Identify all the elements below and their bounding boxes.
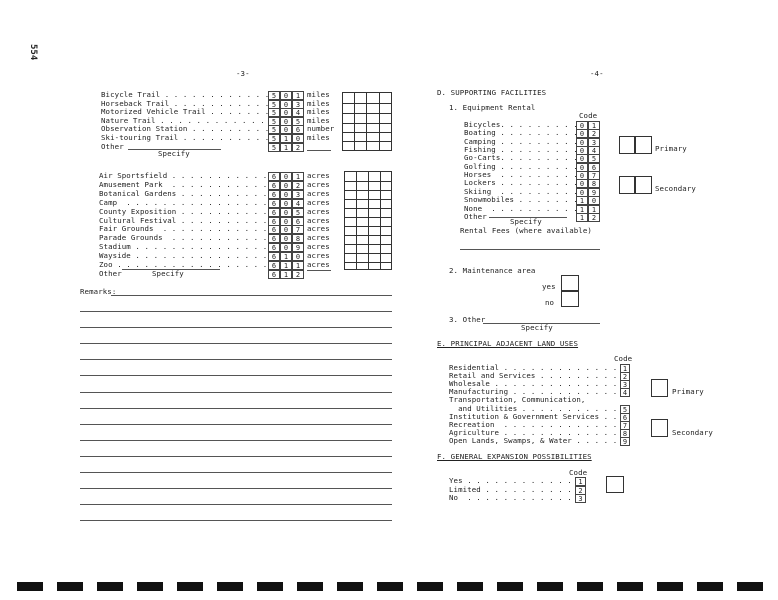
maintenance-no-label: no (545, 298, 555, 307)
facility-unit: acres (307, 233, 330, 243)
section-e-heading: E. PRINCIPAL ADJACENT LAND USES (437, 339, 579, 348)
facility-code-digit: 0 (292, 252, 304, 261)
trail-label: Nature Trail . . . . . . . . . . . . (101, 115, 265, 125)
maintenance-yes-label: yes (542, 282, 556, 291)
facility-code-digit: 7 (292, 225, 304, 234)
equipment-code-digit: 0 (588, 196, 600, 205)
facility-code-digit: 6 (268, 252, 280, 261)
trail-code-digit: 4 (292, 108, 304, 117)
section-f-heading: F. GENERAL EXPANSION POSSIBILITIES (437, 452, 592, 461)
remarks-line[interactable] (80, 504, 392, 505)
registration-bar (417, 582, 443, 591)
equipment-code-digit: 0 (576, 129, 588, 138)
land-use-code: 1 (620, 364, 630, 373)
trail-unit: miles (307, 107, 330, 117)
remarks-line[interactable] (80, 375, 392, 376)
trail-unit: number (307, 124, 335, 134)
equipment-label: Horses . . . . . . . . . (464, 170, 578, 180)
facility-code-digit: 0 (280, 181, 292, 190)
remarks-line[interactable] (80, 472, 392, 473)
equipment-code-digit: 8 (588, 179, 600, 188)
facility-code-digit: 1 (280, 261, 292, 270)
registration-bar (377, 582, 403, 591)
land-primary-box[interactable] (651, 379, 668, 397)
trail-code-digit: 0 (292, 134, 304, 143)
facility-unit: acres (307, 251, 330, 261)
land-primary-label: Primary (672, 387, 704, 396)
equipment-code-header: Code (579, 111, 598, 120)
registration-bar (17, 582, 43, 591)
facility-unit: acres (307, 197, 330, 207)
equipment-label: Other (464, 211, 487, 221)
facility-code-digit: 6 (268, 181, 280, 190)
expansion-answer-box[interactable] (606, 476, 624, 493)
trail-unit: miles (307, 133, 330, 142)
remarks-line[interactable] (80, 327, 392, 328)
trails-other-line[interactable] (128, 149, 221, 150)
facility-code-digit: 1 (292, 172, 304, 181)
remarks-line[interactable] (80, 311, 392, 312)
facility-code-digit: 0 (280, 208, 292, 217)
registration-bar (137, 582, 163, 591)
trails-entry-grid[interactable] (342, 92, 392, 151)
registration-bar (57, 582, 83, 591)
remarks-line[interactable] (80, 520, 392, 521)
remarks-line[interactable] (80, 408, 392, 409)
trail-code-digit: 6 (292, 125, 304, 134)
equipment-code-digit: 1 (576, 213, 588, 222)
registration-bar (497, 582, 523, 591)
equipment-label: None . . . . . . . . . . (464, 203, 578, 213)
equipment-code-digit: 2 (588, 213, 600, 222)
facility-code-digit: 6 (268, 217, 280, 226)
expansion-code: 2 (575, 486, 586, 495)
equipment-label: Go-Carts. . . . . . . . . (464, 153, 578, 163)
land-code-header: Code (614, 354, 633, 363)
land-use-code: 4 (620, 388, 630, 397)
facilities-entry-grid[interactable] (344, 171, 392, 270)
land-use-label: and Utilities . . . . . . . . . . . (449, 403, 618, 413)
expansion-label: Limited . . . . . . . . . . (449, 484, 572, 494)
facility-code-digit: 6 (268, 199, 280, 208)
facilities-other-unit-line (307, 270, 331, 271)
equipment-code-digit: 6 (588, 163, 600, 172)
facility-label: Wayside . . . . . . . . . . . . . . . (99, 251, 268, 261)
remarks-label: Remarks: (80, 287, 117, 296)
trail-label: Other (101, 141, 124, 151)
facility-label: Air Sportsfield . . . . . . . . . . . (99, 171, 268, 180)
facility-code-digit: 6 (292, 217, 304, 226)
facility-label: Stadium . . . . . . . . . . . . . . . (99, 242, 268, 252)
facilities-specify-label: Specify (152, 269, 184, 278)
maintenance-no-box[interactable] (561, 291, 579, 307)
equipment-code-digit: 0 (576, 163, 588, 172)
trail-code-digit: 5 (292, 117, 304, 126)
facility-code-digit: 0 (280, 217, 292, 226)
facility-unit: acres (307, 215, 330, 225)
facility-label: Parade Grounds . . . . . . . . . . . (99, 233, 268, 243)
trail-label: Ski-touring Trail . . . . . . . . . . (101, 133, 270, 142)
primary-box-1[interactable] (619, 136, 635, 154)
rental-fees-label: Rental Fees (where available) (460, 226, 592, 235)
rental-fees-line[interactable] (460, 249, 600, 250)
trail-code-digit: 1 (280, 143, 292, 152)
land-use-code: 5 (620, 405, 630, 414)
land-use-code: 7 (620, 421, 630, 430)
equipment-label: Camping . . . . . . . . . (464, 136, 578, 146)
registration-bar (577, 582, 603, 591)
facility-label: County Exposition . . . . . . . . . . (99, 206, 268, 216)
registration-bar (177, 582, 203, 591)
facility-unit: acres (307, 179, 330, 189)
trail-code-digit: 0 (280, 117, 292, 126)
trail-code-digit: 5 (268, 100, 280, 109)
equipment-label: Lockers . . . . . . . . . (464, 178, 578, 188)
facility-unit: acres (307, 224, 330, 234)
expansion-label: No . . . . . . . . . . . . (449, 493, 572, 503)
land-use-label: Open Lands, Swamps, & Water . . . . . (449, 435, 618, 445)
facility-label: Camp . . . . . . . . . . . . . . . . (99, 197, 268, 207)
facility-label: Fair Grounds . . . . . . . . . . . . (99, 224, 268, 234)
facility-code-digit: 1 (280, 252, 292, 261)
registration-bar (257, 582, 283, 591)
facility-code-digit: 6 (268, 261, 280, 270)
facility-label: Botanical Gardens . . . . . . . . . . (99, 188, 268, 198)
registration-bar (457, 582, 483, 591)
trail-code-digit: 5 (268, 91, 280, 100)
trail-code-digit: 5 (268, 143, 280, 152)
remarks-line[interactable] (80, 424, 392, 425)
facility-code-digit: 0 (280, 199, 292, 208)
registration-bar (657, 582, 683, 591)
facility-unit: acres (307, 171, 330, 180)
land-use-code: 8 (620, 429, 630, 438)
land-use-code: 3 (620, 380, 630, 389)
maintenance-yes-box[interactable] (561, 275, 579, 291)
land-use-label: Manufacturing . . . . . . . . . . . . (449, 387, 618, 397)
equipment-code-digit: 1 (588, 205, 600, 214)
land-use-code: 6 (620, 413, 630, 422)
facility-code-digit: 0 (280, 172, 292, 181)
primary-label: Primary (655, 144, 687, 153)
equipment-label: Golfing . . . . . . . . . (464, 161, 578, 171)
equipment-rental-heading: 1. Equipment Rental (449, 103, 536, 112)
land-use-label: Transportation, Communication, (449, 395, 586, 405)
facility-code-digit: 6 (268, 243, 280, 252)
expansion-code-header: Code (569, 468, 588, 477)
facility-label: Cultural Festival . . . . . . . . . . (99, 215, 268, 225)
registration-bar (97, 582, 123, 591)
equipment-label: Bicycles. . . . . . . . . (464, 120, 578, 129)
facility-code-digit: 4 (292, 199, 304, 208)
registration-bar (697, 582, 723, 591)
other-specify-label: Specify (521, 323, 553, 332)
registration-bar (217, 582, 243, 591)
trail-code-digit: 0 (280, 125, 292, 134)
trail-code-digit: 3 (292, 100, 304, 109)
facility-unit: acres (307, 260, 330, 269)
land-use-label: Retail and Services . . . . . . . . . (449, 371, 618, 381)
equipment-label: Snowmobiles . . . . . . . (464, 195, 578, 205)
registration-bar (537, 582, 563, 591)
trail-label: Motorized Vehicle Trail . . . . . . . (101, 107, 270, 117)
registration-bar (617, 582, 643, 591)
trail-code-digit: 0 (280, 100, 292, 109)
trail-code-digit: 0 (280, 91, 292, 100)
land-use-code: 2 (620, 372, 630, 381)
equipment-code-digit: 3 (588, 138, 600, 147)
facility-code-digit: 6 (268, 190, 280, 199)
secondary-box-1[interactable] (619, 176, 635, 194)
land-secondary-label: Secondary (672, 428, 713, 437)
equipment-code-digit: 1 (576, 196, 588, 205)
primary-box-2[interactable] (635, 136, 652, 154)
trails-other-unit-line (307, 150, 331, 151)
land-secondary-box[interactable] (651, 419, 668, 437)
left-page-number: -3- (236, 69, 250, 78)
facility-code-digit: 5 (292, 208, 304, 217)
facility-code-digit: 6 (268, 270, 280, 279)
facility-code-digit: 6 (268, 225, 280, 234)
trail-label: Bicycle Trail . . . . . . . . . . . . (101, 90, 270, 99)
equipment-code-digit: 1 (588, 121, 600, 130)
equipment-code-digit: 0 (576, 146, 588, 155)
equipment-code-digit: 0 (576, 138, 588, 147)
facility-unit: acres (307, 188, 330, 198)
trail-code-digit: 5 (268, 108, 280, 117)
trail-unit: miles (307, 98, 330, 108)
land-use-label: Institution & Government Services . . (449, 411, 618, 421)
facilities-other-line[interactable] (122, 269, 220, 270)
trail-label: Horseback Trail . . . . . . . . . . . (101, 98, 270, 108)
remarks-line[interactable] (80, 440, 392, 441)
expansion-code: 3 (575, 494, 586, 503)
land-use-code: 9 (620, 437, 630, 446)
facility-code-digit: 0 (280, 234, 292, 243)
facility-code-digit: 2 (292, 181, 304, 190)
facility-label: Other (99, 268, 122, 278)
secondary-box-2[interactable] (635, 176, 652, 194)
trail-code-digit: 2 (292, 143, 304, 152)
facility-code-digit: 0 (280, 225, 292, 234)
facility-code-digit: 8 (292, 234, 304, 243)
facility-code-digit: 0 (280, 190, 292, 199)
equipment-code-digit: 0 (576, 188, 588, 197)
facility-unit: acres (307, 206, 330, 216)
remarks-line[interactable] (80, 392, 392, 393)
equipment-specify-label: Specify (510, 217, 542, 226)
facility-code-digit: 3 (292, 190, 304, 199)
land-use-label: Wholesale . . . . . . . . . . . . . . (449, 379, 618, 389)
equipment-code-digit: 9 (588, 188, 600, 197)
section-d-heading: D. SUPPORTING FACILITIES (437, 88, 547, 97)
other-heading: 3. Other (449, 315, 486, 324)
remarks-line[interactable] (80, 456, 392, 457)
registration-bar (337, 582, 363, 591)
land-use-label: Recreation . . . . . . . . . . . . . (449, 419, 618, 429)
trail-code-digit: 0 (280, 108, 292, 117)
trail-code-digit: 5 (268, 134, 280, 143)
facility-code-digit: 1 (292, 261, 304, 270)
remarks-line[interactable] (80, 359, 392, 360)
equipment-code-digit: 5 (588, 154, 600, 163)
land-use-label: Residential . . . . . . . . . . . . . (449, 363, 618, 372)
facility-code-digit: 6 (268, 234, 280, 243)
facility-label: Zoo . . . . . . . . . . . . . . . . . (99, 260, 268, 269)
equipment-label: Boating . . . . . . . . . (464, 128, 578, 138)
trail-code-digit: 5 (268, 117, 280, 126)
equipment-code-digit: 0 (576, 121, 588, 130)
equipment-code-digit: 0 (576, 171, 588, 180)
remarks-line[interactable] (111, 295, 392, 296)
trail-unit: miles (307, 90, 330, 99)
facility-code-digit: 1 (280, 270, 292, 279)
facility-code-digit: 6 (268, 208, 280, 217)
facility-code-digit: 2 (292, 270, 304, 279)
side-page-number: 554 (28, 44, 38, 61)
equipment-code-digit: 7 (588, 171, 600, 180)
trails-specify-label: Specify (158, 149, 190, 158)
trail-label: Observation Station . . . . . . . . . (101, 124, 270, 134)
equipment-code-digit: 1 (576, 205, 588, 214)
land-use-label: Agriculture . . . . . . . . . . . . . (449, 427, 618, 437)
equipment-label: Fishing . . . . . . . . . (464, 145, 578, 155)
right-page-number: -4- (590, 69, 604, 78)
equipment-code-digit: 0 (576, 179, 588, 188)
registration-bar (297, 582, 323, 591)
facility-code-digit: 9 (292, 243, 304, 252)
trail-code-digit: 1 (280, 134, 292, 143)
facility-code-digit: 6 (268, 172, 280, 181)
equipment-code-digit: 2 (588, 129, 600, 138)
facility-unit: acres (307, 242, 330, 252)
equipment-code-digit: 4 (588, 146, 600, 155)
facility-code-digit: 0 (280, 243, 292, 252)
equipment-code-digit: 0 (576, 154, 588, 163)
remarks-line[interactable] (80, 343, 392, 344)
equipment-label: Skiing . . . . . . . . . (464, 186, 578, 196)
trail-code-digit: 5 (268, 125, 280, 134)
trail-code-digit: 1 (292, 91, 304, 100)
facility-label: Amusement Park . . . . . . . . . . . (99, 179, 268, 189)
expansion-code: 1 (575, 477, 586, 486)
trail-unit: miles (307, 115, 330, 125)
maintenance-heading: 2. Maintenance area (449, 266, 536, 275)
remarks-line[interactable] (80, 488, 392, 489)
expansion-label: Yes . . . . . . . . . . . . (449, 476, 572, 485)
secondary-label: Secondary (655, 184, 696, 193)
registration-bar (737, 582, 763, 591)
